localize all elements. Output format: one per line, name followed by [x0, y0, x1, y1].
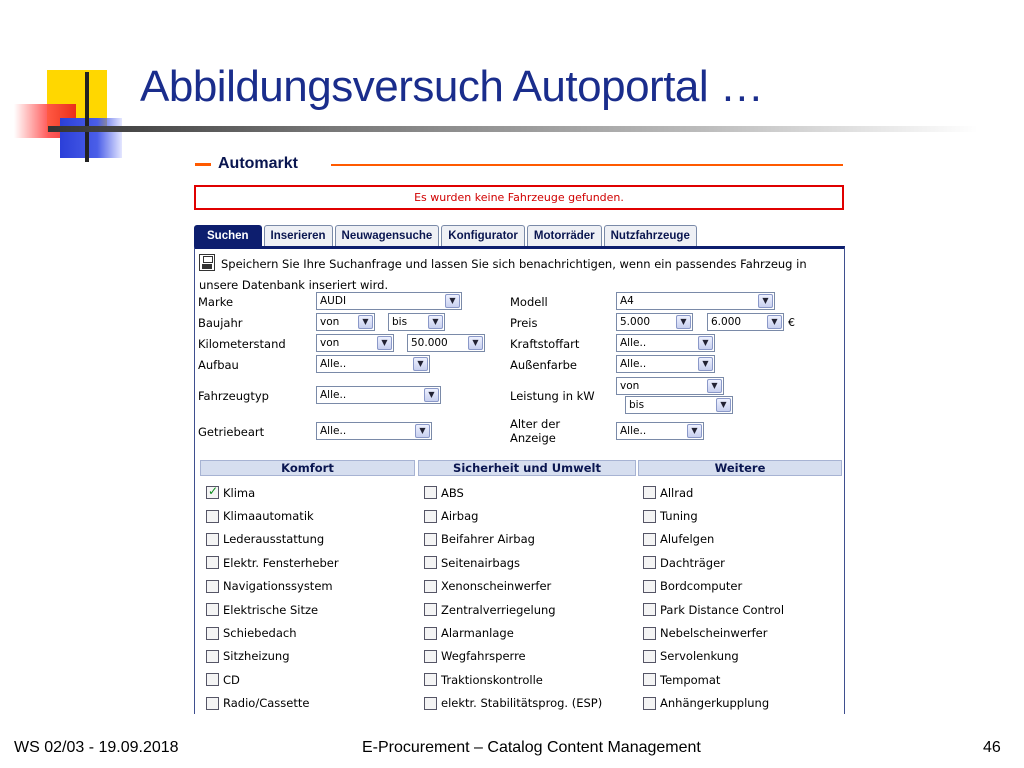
preis-bis-value: 6.000	[711, 316, 742, 328]
dropdown-arrow-icon: ▼	[767, 315, 782, 329]
dropdown-arrow-icon: ▼	[424, 388, 439, 402]
dropdown-arrow-icon: ▼	[413, 357, 428, 371]
checkbox-label: Lederausstattung	[223, 532, 325, 547]
checkbox-label: Radio/Cassette	[223, 696, 310, 711]
checkbox-option[interactable]	[424, 621, 602, 644]
leistung-bis-value: bis	[629, 399, 645, 411]
baujahr-bis-select[interactable]	[388, 313, 445, 331]
slide-title: Abbildungsversuch Autoportal …	[140, 62, 764, 111]
komfort-options	[206, 481, 339, 714]
preis-von-value: 5.000	[620, 316, 651, 328]
checkbox[interactable]	[206, 580, 219, 593]
checkbox-label: Wegfahrsperre	[441, 649, 526, 664]
checkbox-option[interactable]	[643, 504, 784, 527]
dropdown-arrow-icon: ▼	[758, 294, 773, 308]
fahrzeugtyp-value: Alle..	[320, 389, 347, 401]
checkbox-label: Elektrische Sitze	[223, 602, 319, 617]
section-title: Automarkt	[218, 155, 299, 172]
checkbox[interactable]	[424, 556, 437, 569]
tab-bar	[194, 225, 699, 246]
dropdown-arrow-icon: ▼	[698, 336, 713, 350]
tab-motorraeder[interactable]: Motorräder	[527, 225, 602, 246]
checkbox-label: Alufelgen	[660, 532, 715, 547]
checkbox[interactable]	[424, 510, 437, 523]
checkbox-label: Seitenairbags	[441, 555, 521, 570]
checkbox-option[interactable]	[424, 692, 602, 714]
sicherheit-options	[424, 481, 602, 714]
modell-value: A4	[620, 295, 634, 307]
tab-nutzfahrzeuge[interactable]: Nutzfahrzeuge	[604, 225, 697, 246]
checkbox[interactable]	[643, 650, 656, 663]
alter-label: Alter der Anzeige	[510, 417, 561, 445]
checkbox-label: Xenonscheinwerfer	[441, 579, 552, 594]
section-header-dash	[195, 163, 211, 166]
title-decoration-blue	[60, 118, 122, 158]
group-header-sicherheit: Sicherheit und Umwelt	[418, 460, 636, 476]
checkbox-option[interactable]	[206, 692, 339, 714]
aussenfarbe-select[interactable]	[616, 355, 715, 373]
preis-von-select[interactable]	[616, 313, 693, 331]
aussenfarbe-label: Außenfarbe	[510, 358, 577, 372]
aufbau-value: Alle..	[320, 358, 347, 370]
checkbox-option[interactable]	[643, 668, 784, 691]
checkbox[interactable]	[206, 510, 219, 523]
kraftstoffart-value: Alle..	[620, 337, 647, 349]
aufbau-select[interactable]	[316, 355, 430, 373]
checkbox-label: Traktionskontrolle	[441, 672, 543, 687]
checkbox-option[interactable]	[206, 575, 339, 598]
checkbox[interactable]	[206, 533, 219, 546]
fahrzeugtyp-select[interactable]	[316, 386, 441, 404]
autoportal-page	[193, 148, 845, 714]
tab-inserieren[interactable]: Inserieren	[264, 225, 333, 246]
checkbox[interactable]	[206, 556, 219, 569]
dropdown-arrow-icon: ▼	[415, 424, 430, 438]
tab-neuwagensuche[interactable]: Neuwagensuche	[335, 225, 440, 246]
leistung-von-value: von	[620, 380, 640, 392]
title-underline	[48, 126, 978, 132]
checkbox-option[interactable]	[206, 481, 339, 504]
baujahr-bis-value: bis	[392, 316, 408, 328]
checkbox[interactable]	[643, 673, 656, 686]
checkbox-option[interactable]	[424, 575, 602, 598]
currency-label: €	[788, 316, 795, 329]
checkbox-label: Servolenkung	[660, 649, 739, 664]
getriebeart-label: Getriebeart	[198, 425, 265, 439]
checkbox-label: Beifahrer Airbag	[441, 532, 535, 547]
checkbox-label: Park Distance Control	[660, 602, 785, 617]
dropdown-arrow-icon: ▼	[445, 294, 460, 308]
checkbox[interactable]	[643, 580, 656, 593]
checkbox[interactable]	[424, 533, 437, 546]
save-search-text: Speichern Sie Ihre Suchanfrage und lassen Sie sich benachrichtigen, wenn ein passendes Fahrzeug in unsere Datenbank inseriert wird.	[199, 257, 807, 292]
marke-label: Marke	[198, 295, 234, 309]
dropdown-arrow-icon: ▼	[707, 379, 722, 393]
dropdown-arrow-icon: ▼	[428, 315, 443, 329]
checkbox[interactable]	[643, 697, 656, 710]
checkbox-option[interactable]	[643, 481, 784, 504]
section-header	[193, 153, 845, 175]
checkbox-label: Zentralverriegelung	[441, 602, 556, 617]
leistung-label: Leistung in kW	[510, 389, 595, 403]
checkbox-option[interactable]	[206, 668, 339, 691]
leistung-von-select[interactable]	[616, 377, 724, 395]
checkbox-label: CD	[223, 672, 240, 687]
error-message: Es wurden keine Fahrzeuge gefunden.	[194, 185, 844, 210]
tab-suchen[interactable]: Suchen	[194, 225, 262, 246]
section-header-line	[331, 164, 843, 166]
modell-label: Modell	[510, 295, 548, 309]
checkbox-option[interactable]	[643, 528, 784, 551]
checkbox[interactable]	[206, 673, 219, 686]
dropdown-arrow-icon: ▼	[468, 336, 483, 350]
checkbox-option[interactable]	[424, 645, 602, 668]
checkbox-label: Schiebedach	[223, 626, 297, 641]
checkbox[interactable]	[206, 627, 219, 640]
title-decoration-vertical-line	[85, 72, 89, 162]
dropdown-arrow-icon: ▼	[377, 336, 392, 350]
checkbox[interactable]	[206, 486, 219, 499]
marke-select[interactable]	[316, 292, 462, 310]
kraftstoffart-select[interactable]	[616, 334, 715, 352]
weitere-options	[643, 481, 784, 714]
aufbau-label: Aufbau	[198, 358, 239, 372]
checkbox-label: Klimaautomatik	[223, 509, 314, 524]
checkbox[interactable]	[643, 486, 656, 499]
kilometerstand-von-select[interactable]	[316, 334, 394, 352]
checkbox-label: Airbag	[441, 509, 479, 524]
checkbox[interactable]	[643, 603, 656, 616]
getriebeart-select[interactable]	[316, 422, 432, 440]
checkbox-option[interactable]	[424, 481, 602, 504]
checkbox[interactable]	[424, 697, 437, 710]
alter-select[interactable]	[616, 422, 704, 440]
checkbox[interactable]	[424, 650, 437, 663]
marke-value: AUDI	[320, 295, 347, 307]
checkbox[interactable]	[424, 580, 437, 593]
aussenfarbe-value: Alle..	[620, 358, 647, 370]
checkbox-option[interactable]	[424, 598, 602, 621]
checkbox-label: Tempomat	[660, 672, 721, 687]
kilometerstand-von-value: von	[320, 337, 340, 349]
checkbox[interactable]	[424, 603, 437, 616]
group-header-komfort: Komfort	[200, 460, 415, 476]
checkbox[interactable]	[206, 603, 219, 616]
baujahr-von-value: von	[320, 316, 340, 328]
checkbox[interactable]	[643, 533, 656, 546]
checkbox-label: Dachträger	[660, 555, 725, 570]
checkbox[interactable]	[643, 627, 656, 640]
checkbox-option[interactable]	[643, 621, 784, 644]
checkbox-label: Navigationssystem	[223, 579, 333, 594]
checkbox[interactable]	[643, 556, 656, 569]
checkbox-option[interactable]	[424, 504, 602, 527]
checkbox-option[interactable]	[643, 645, 784, 668]
checkbox-label: Alarmanlage	[441, 626, 514, 641]
alter-value: Alle..	[620, 425, 647, 437]
footer-date: WS 02/03 - 19.09.2018	[14, 739, 179, 756]
search-panel	[194, 246, 845, 714]
dropdown-arrow-icon: ▼	[358, 315, 373, 329]
checkbox-label: Nebelscheinwerfer	[660, 626, 768, 641]
checkbox-label: Anhängerkupplung	[660, 696, 770, 711]
checkbox-option[interactable]	[643, 551, 784, 574]
dropdown-arrow-icon: ▼	[687, 424, 702, 438]
kilometerstand-bis-value: 50.000	[411, 337, 448, 349]
checkbox-label: Allrad	[660, 485, 694, 500]
checkbox-option[interactable]	[643, 575, 784, 598]
fahrzeugtyp-label: Fahrzeugtyp	[198, 389, 269, 403]
preis-label: Preis	[510, 316, 538, 330]
baujahr-label: Baujahr	[198, 316, 243, 330]
group-header-weitere: Weitere	[638, 460, 842, 476]
dropdown-arrow-icon: ▼	[676, 315, 691, 329]
checkbox[interactable]	[424, 486, 437, 499]
footer-course: E-Procurement – Catalog Content Management	[362, 739, 701, 756]
checkbox-option[interactable]	[206, 551, 339, 574]
leistung-bis-select[interactable]	[625, 396, 733, 414]
checkbox[interactable]	[643, 510, 656, 523]
kraftstoffart-label: Kraftstoffart	[510, 337, 580, 351]
floppy-disk-icon[interactable]	[199, 254, 215, 271]
checkbox[interactable]	[424, 673, 437, 686]
checkbox-option[interactable]	[206, 645, 339, 668]
preis-bis-select[interactable]	[707, 313, 784, 331]
checkbox[interactable]	[206, 650, 219, 663]
checkbox-option[interactable]	[643, 598, 784, 621]
checkbox-option[interactable]	[206, 621, 339, 644]
checkbox-label: Elektr. Fensterheber	[223, 555, 339, 570]
baujahr-von-select[interactable]	[316, 313, 375, 331]
checkbox-label: ABS	[441, 485, 464, 500]
slide-number: 46	[983, 739, 1001, 756]
dropdown-arrow-icon: ▼	[698, 357, 713, 371]
checkbox-option[interactable]	[206, 528, 339, 551]
checkbox[interactable]	[206, 697, 219, 710]
checkbox-option[interactable]	[424, 551, 602, 574]
checkbox-option[interactable]	[206, 598, 339, 621]
dropdown-arrow-icon: ▼	[716, 398, 731, 412]
checkbox-option[interactable]	[424, 528, 602, 551]
checkbox-option[interactable]	[424, 668, 602, 691]
checkbox-label: Klima	[223, 485, 256, 500]
kilometerstand-label: Kilometerstand	[198, 337, 286, 351]
checkbox-label: Sitzheizung	[223, 649, 290, 664]
checkbox-option[interactable]	[206, 504, 339, 527]
checkbox-label: elektr. Stabilitätsprog. (ESP)	[441, 696, 603, 711]
tab-konfigurator[interactable]: Konfigurator	[441, 225, 525, 246]
checkbox-label: Tuning	[660, 509, 698, 524]
checkbox-option[interactable]	[643, 692, 784, 714]
getriebeart-value: Alle..	[320, 425, 347, 437]
checkbox[interactable]	[424, 627, 437, 640]
kilometerstand-bis-select[interactable]	[407, 334, 485, 352]
checkbox-label: Bordcomputer	[660, 579, 743, 594]
save-search-notice	[199, 254, 839, 296]
modell-select[interactable]	[616, 292, 775, 310]
